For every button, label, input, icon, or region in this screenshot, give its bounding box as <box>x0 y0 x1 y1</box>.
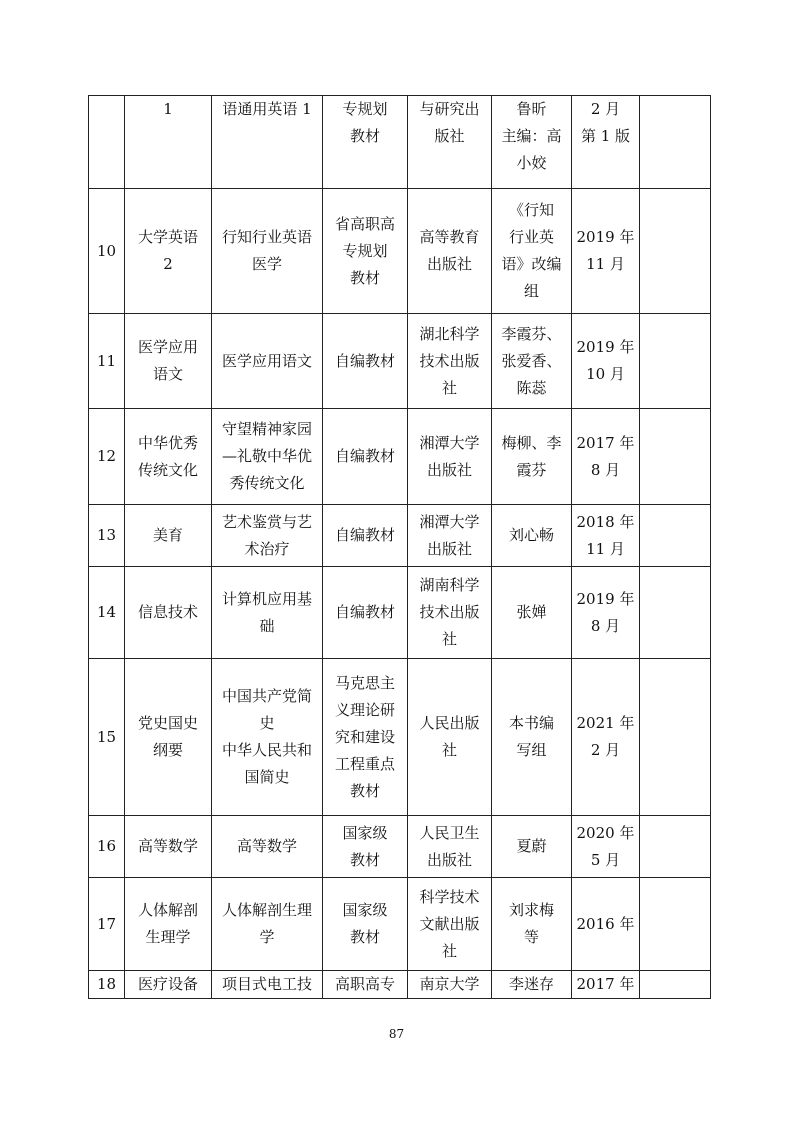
cell-line: 社 <box>441 741 457 759</box>
cell-line: 11 月 <box>586 255 625 273</box>
author-cell <box>492 971 572 999</box>
cell-line: 自编教材 <box>334 447 395 465</box>
publisher-cell <box>408 878 492 971</box>
cell-line: 人体解剖生理 <box>221 901 312 919</box>
cell-line: 础 <box>259 616 275 635</box>
cell-line: 10 <box>96 241 117 260</box>
row-number-cell <box>89 96 125 189</box>
publish-date-cell <box>572 567 640 659</box>
publisher-cell <box>408 189 492 314</box>
publish-date-cell <box>572 971 640 999</box>
cell-line: 社 <box>441 630 457 648</box>
cell-line: 高职高专 <box>334 975 395 993</box>
cell-line: —礼敬中华优 <box>221 447 312 465</box>
cell-line: 高等数学 <box>236 837 297 855</box>
cell-line: 霞芬 <box>516 460 547 479</box>
cell-line: 秀传统文化 <box>229 474 305 492</box>
cell-line: 计算机应用基 <box>221 589 312 608</box>
cell-line: 语》改编 <box>501 255 562 273</box>
cell-line: 科学技术 <box>419 887 480 906</box>
remarks-cell <box>640 409 711 505</box>
remarks-cell <box>640 314 711 409</box>
cell-line: 专规划 <box>342 241 388 260</box>
course-name-cell <box>125 878 212 971</box>
remarks-cell <box>640 96 711 189</box>
cell-line: 2020 年 <box>576 823 635 842</box>
author-cell <box>492 314 572 409</box>
row-number-cell <box>89 409 125 505</box>
cell-line: 人民出版 <box>419 714 480 732</box>
cell-line: 2 <box>163 255 173 273</box>
cell-line: 自编教材 <box>334 526 395 544</box>
cell-line: 义理论研 <box>334 700 395 719</box>
cell-line: 2018 年 <box>576 512 635 531</box>
cell-line: 社 <box>441 941 457 960</box>
cell-line: 高等数学 <box>137 837 198 855</box>
cell-line: 2019 年 <box>576 228 635 246</box>
cell-line: 鲁昕 <box>516 100 547 118</box>
cell-line: 15 <box>96 727 117 746</box>
cell-line: 技术出版 <box>419 351 480 370</box>
cell-line: 传统文化 <box>137 460 198 479</box>
author-cell <box>492 505 572 567</box>
cell-line: 版社 <box>434 127 465 145</box>
cell-line: 2019 年 <box>576 338 635 356</box>
cell-line: 南京大学 <box>419 975 480 993</box>
cell-line: 教材 <box>349 127 380 145</box>
textbook-type-cell <box>323 409 408 505</box>
cell-line: 1 <box>163 100 173 118</box>
publish-date-cell <box>572 878 640 971</box>
cell-line: 究和建设 <box>334 727 395 746</box>
textbook-type-cell <box>323 816 408 878</box>
cell-line: 项目式电工技 <box>221 975 312 993</box>
cell-line: 2 月 <box>590 741 621 759</box>
cell-line: 湖南科学 <box>419 576 480 594</box>
textbook-title-cell <box>212 971 323 999</box>
cell-line: 主编：高 <box>501 127 562 145</box>
cell-line: 17 <box>96 914 117 933</box>
cell-line: 教材 <box>349 781 380 800</box>
cell-line: 陈蕊 <box>516 378 547 397</box>
cell-line: 省高职高 <box>334 214 395 233</box>
cell-line: 国家级 <box>342 823 388 842</box>
cell-line: 中华人民共和 <box>221 741 312 759</box>
textbook-type-cell <box>323 659 408 816</box>
textbook-title-cell <box>212 505 323 567</box>
cell-line: 2021 年 <box>576 714 635 732</box>
textbook-title-cell <box>212 314 323 409</box>
cell-line: 2016 年 <box>576 914 635 933</box>
cell-line: 语通用英语 1 <box>222 100 312 118</box>
cell-line: 马克思主 <box>334 673 395 692</box>
cell-line: 李霞芬、 <box>501 324 562 343</box>
publisher-cell <box>408 409 492 505</box>
row-number-cell <box>89 971 125 999</box>
remarks-cell <box>640 505 711 567</box>
cell-line: 8 月 <box>590 460 621 479</box>
cell-line: 高等教育 <box>419 228 480 246</box>
cell-line: 文献出版 <box>419 914 480 933</box>
cell-line: 中国共产党简 <box>221 687 312 705</box>
cell-line: 8 月 <box>590 616 621 635</box>
cell-line: 信息技术 <box>137 603 198 621</box>
cell-line: 自编教材 <box>334 351 395 370</box>
cell-line: 人民卫生 <box>419 823 480 842</box>
cell-line: 组 <box>523 282 539 300</box>
textbook-title-cell <box>212 189 323 314</box>
cell-line: 国家级 <box>342 901 388 919</box>
cell-line: 写组 <box>516 741 547 759</box>
cell-line: 湘潭大学 <box>419 512 480 531</box>
textbook-type-cell <box>323 505 408 567</box>
remarks-cell <box>640 189 711 314</box>
textbook-title-cell <box>212 96 323 189</box>
course-name-cell <box>125 816 212 878</box>
cell-line: 国简史 <box>244 768 290 786</box>
cell-line: 美育 <box>152 526 183 544</box>
table-row <box>89 409 711 505</box>
author-cell <box>492 816 572 878</box>
table-row <box>89 96 711 189</box>
cell-line: 行知行业英语 <box>221 228 312 246</box>
author-cell <box>492 878 572 971</box>
table-row <box>89 971 711 999</box>
course-name-cell <box>125 314 212 409</box>
cell-line: 本书编 <box>508 714 554 732</box>
row-number-cell <box>89 816 125 878</box>
textbook-table <box>88 95 711 999</box>
cell-line: 2 月 <box>590 100 621 118</box>
publisher-cell <box>408 971 492 999</box>
cell-line: 教材 <box>349 850 380 869</box>
row-number-cell <box>89 505 125 567</box>
course-name-cell <box>125 567 212 659</box>
textbook-title-cell <box>212 659 323 816</box>
cell-line: 技术出版 <box>419 603 480 621</box>
cell-line: 2017 年 <box>576 433 635 452</box>
textbook-title-cell <box>212 409 323 505</box>
publish-date-cell <box>572 314 640 409</box>
cell-line: 守望精神家园 <box>221 420 312 438</box>
cell-line: 行业英 <box>508 228 554 246</box>
cell-line: 梅柳、李 <box>501 433 562 452</box>
cell-line: 医疗设备 <box>137 975 198 993</box>
cell-line: 出版社 <box>426 255 472 273</box>
cell-line: 5 月 <box>590 850 621 869</box>
table-row <box>89 505 711 567</box>
cell-line: 医学 <box>251 255 282 273</box>
row-number-cell <box>89 567 125 659</box>
cell-line: 湖北科学 <box>419 324 480 343</box>
cell-line: 出版社 <box>426 460 472 479</box>
cell-line: 夏蔚 <box>516 837 547 855</box>
textbook-type-cell <box>323 189 408 314</box>
row-number-cell <box>89 189 125 314</box>
publish-date-cell <box>572 659 640 816</box>
course-name-cell <box>125 96 212 189</box>
cell-line: 湘潭大学 <box>419 433 480 452</box>
cell-line: 教材 <box>349 928 380 946</box>
cell-line: 等 <box>523 928 539 946</box>
cell-line: 18 <box>96 975 117 993</box>
cell-line: 16 <box>96 837 117 855</box>
cell-line: 出版社 <box>426 539 472 558</box>
cell-line: 史 <box>259 714 275 732</box>
cell-line: 第 1 版 <box>580 127 631 145</box>
cell-line: 学 <box>259 928 275 946</box>
textbook-title-cell <box>212 816 323 878</box>
textbook-type-cell <box>323 96 408 189</box>
table-row <box>89 816 711 878</box>
cell-line: 14 <box>96 603 117 621</box>
author-cell <box>492 96 572 189</box>
cell-line: 小姣 <box>516 154 547 172</box>
publisher-cell <box>408 816 492 878</box>
cell-line: 工程重点 <box>334 754 395 773</box>
textbook-type-cell <box>323 971 408 999</box>
publish-date-cell <box>572 189 640 314</box>
textbook-title-cell <box>212 878 323 971</box>
cell-line: 出版社 <box>426 850 472 869</box>
remarks-cell <box>640 567 711 659</box>
cell-line: 刘求梅 <box>508 901 554 919</box>
cell-line: 纲要 <box>152 741 183 759</box>
cell-line: 12 <box>96 447 117 465</box>
row-number-cell <box>89 878 125 971</box>
cell-line: 语文 <box>152 365 183 383</box>
cell-line: 专规划 <box>342 100 388 118</box>
publish-date-cell <box>572 505 640 567</box>
textbook-type-cell <box>323 314 408 409</box>
publisher-cell <box>408 505 492 567</box>
author-cell <box>492 409 572 505</box>
remarks-cell <box>640 878 711 971</box>
publisher-cell <box>408 659 492 816</box>
course-name-cell <box>125 971 212 999</box>
row-number-cell <box>89 659 125 816</box>
cell-line: 11 月 <box>586 539 625 558</box>
publish-date-cell <box>572 409 640 505</box>
publish-date-cell <box>572 96 640 189</box>
table-row <box>89 567 711 659</box>
cell-line: 人体解剖 <box>137 901 198 919</box>
cell-line: 10 月 <box>586 365 625 383</box>
author-cell <box>492 189 572 314</box>
remarks-cell <box>640 971 711 999</box>
cell-line: 自编教材 <box>334 603 395 621</box>
cell-line: 社 <box>441 378 457 397</box>
table-row <box>89 189 711 314</box>
author-cell <box>492 567 572 659</box>
textbook-title-cell <box>212 567 323 659</box>
page-number: 87 <box>388 1027 405 1041</box>
cell-line: 11 <box>96 351 117 370</box>
course-name-cell <box>125 659 212 816</box>
cell-line: 张婵 <box>516 603 547 621</box>
cell-line: 张爱香、 <box>501 351 562 370</box>
course-name-cell <box>125 189 212 314</box>
cell-line: 2017 年 <box>576 975 635 993</box>
publisher-cell <box>408 567 492 659</box>
row-number-cell <box>89 314 125 409</box>
remarks-cell <box>640 659 711 816</box>
cell-line: 中华优秀 <box>137 433 198 452</box>
cell-line: 《行知 <box>508 201 554 219</box>
textbook-type-cell <box>323 567 408 659</box>
cell-line: 医学应用 <box>137 338 198 356</box>
cell-line: 2019 年 <box>576 589 635 608</box>
cell-line: 大学英语 <box>137 228 198 246</box>
course-name-cell <box>125 505 212 567</box>
publisher-cell <box>408 314 492 409</box>
author-cell <box>492 659 572 816</box>
cell-line: 艺术鉴赏与艺 <box>221 512 312 531</box>
cell-line: 医学应用语文 <box>221 351 312 370</box>
cell-line: 生理学 <box>145 928 191 946</box>
cell-line: 术治疗 <box>244 539 290 558</box>
remarks-cell <box>640 816 711 878</box>
cell-line: 与研究出 <box>419 100 480 118</box>
table-row <box>89 314 711 409</box>
cell-line: 13 <box>96 526 117 544</box>
cell-line: 刘心畅 <box>508 526 554 544</box>
course-name-cell <box>125 409 212 505</box>
textbook-type-cell <box>323 878 408 971</box>
publish-date-cell <box>572 816 640 878</box>
table-row <box>89 878 711 971</box>
cell-line: 党史国史 <box>137 714 198 732</box>
table-row <box>89 659 711 816</box>
cell-line: 教材 <box>349 268 380 287</box>
cell-line: 李迷存 <box>508 975 554 993</box>
publisher-cell <box>408 96 492 189</box>
